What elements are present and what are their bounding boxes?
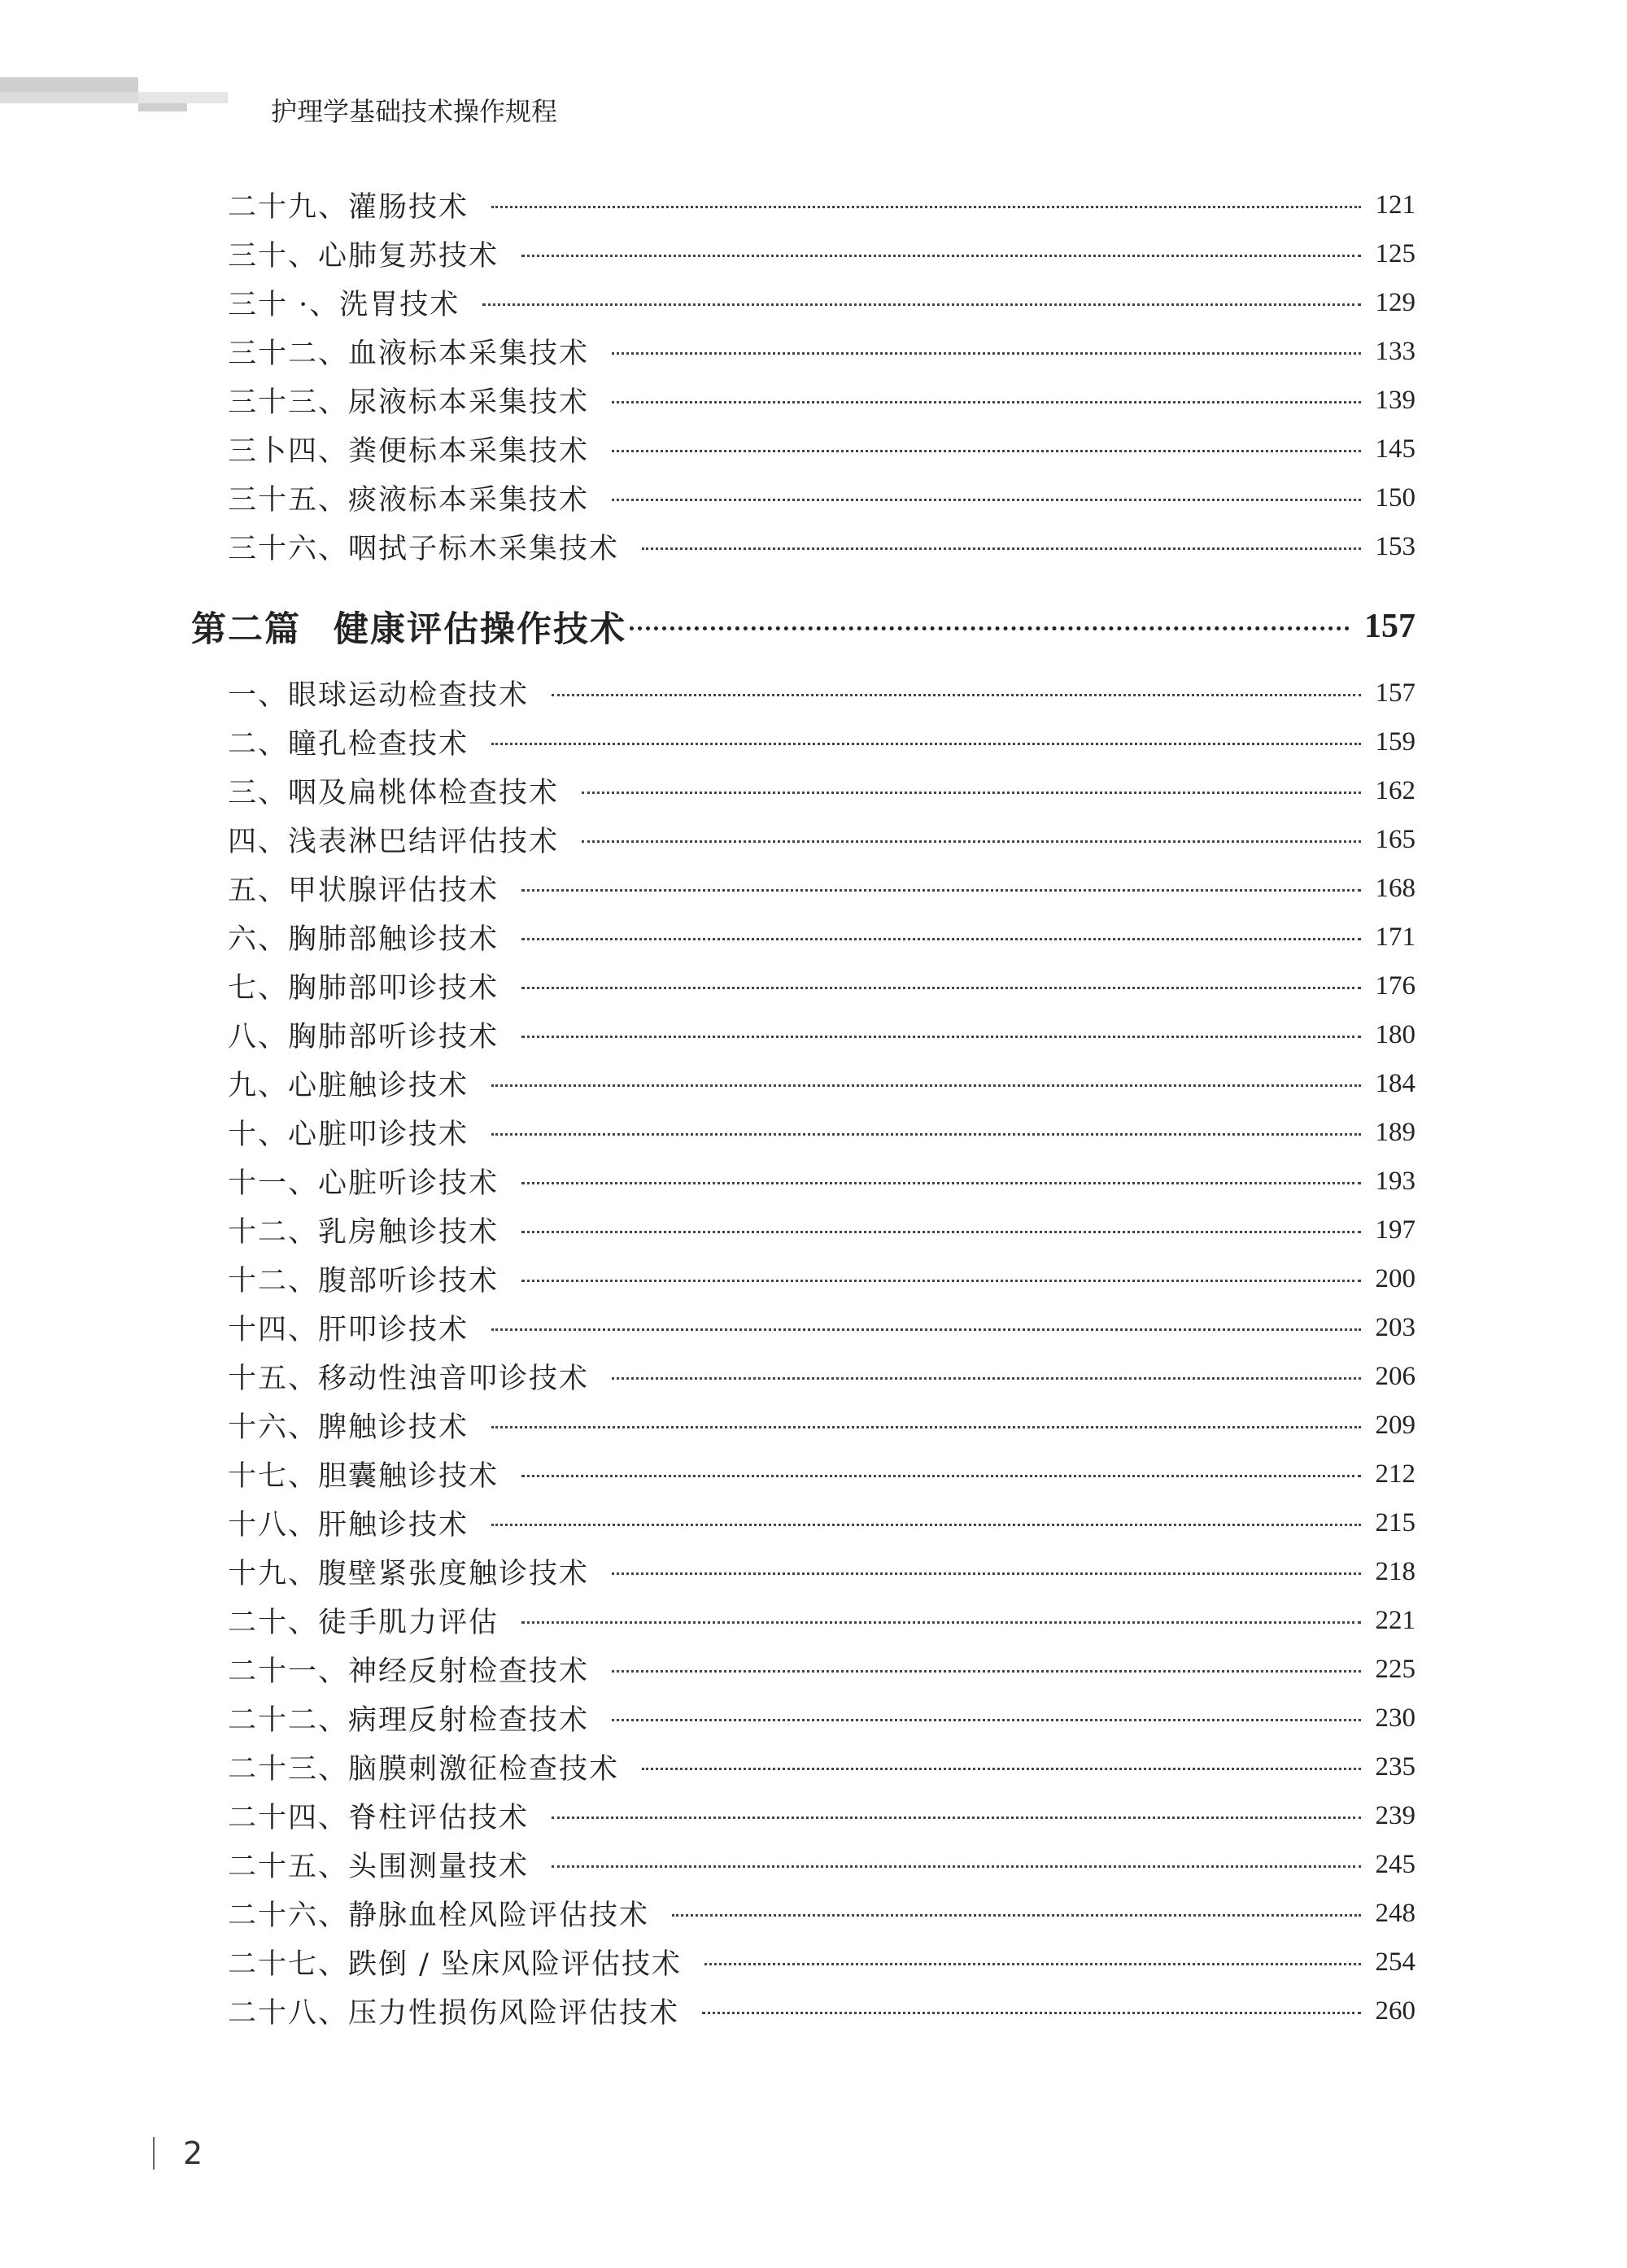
header-bar (138, 92, 228, 103)
toc-entry[interactable] (228, 1352, 1415, 1401)
toc-entry-page: 184 (1375, 1068, 1415, 1098)
toc-entry-title: 十二、腹部听诊技术 (228, 1265, 499, 1298)
toc-entry-title: 十七、胆囊触诊技术 (228, 1460, 499, 1493)
toc-entry-page: 189 (1375, 1117, 1415, 1147)
dot-leader (491, 743, 1360, 745)
toc-entry[interactable] (228, 1059, 1415, 1108)
dot-leader (491, 206, 1360, 208)
toc-entry-title: 一、眼球运动检查技术 (228, 679, 530, 712)
running-header-title: 护理学基础技术操作规程 (271, 96, 558, 127)
dot-leader (612, 1377, 1360, 1380)
toc-entry[interactable] (228, 1108, 1415, 1157)
toc-entry-page: 168 (1375, 873, 1415, 903)
toc-entry[interactable] (228, 1303, 1415, 1352)
toc-entry-title: 十九、腹壁紧张度触诊技术 (228, 1558, 590, 1590)
toc-entry[interactable] (228, 1254, 1415, 1303)
part-title: 健康评估操作技术 (334, 608, 626, 650)
toc-entry-title: 二、瞳孔检查技术 (228, 728, 469, 761)
toc-entry-title: 二十六、静脉血栓风险评估技术 (228, 1899, 650, 1932)
toc-entry-title: 二十三、脑膜刺激征检查技术 (228, 1753, 620, 1786)
dot-leader (612, 401, 1360, 403)
toc-entry[interactable] (228, 1889, 1415, 1938)
toc-entry-title: 二十、徒手肌力评估 (228, 1607, 499, 1639)
dot-leader (582, 840, 1360, 843)
dot-leader (612, 1572, 1360, 1575)
toc-entry[interactable] (228, 278, 1415, 327)
toc-entry[interactable] (228, 913, 1415, 962)
toc-entry-page: 206 (1375, 1361, 1415, 1391)
toc-entry-page: 225 (1375, 1654, 1415, 1684)
toc-entry-page: 203 (1375, 1312, 1415, 1342)
toc-entry-title: 七、胸肺部叩诊技术 (228, 972, 499, 1005)
dot-leader (704, 1963, 1360, 1965)
toc-entry-page: 260 (1375, 1995, 1415, 2026)
toc-entry[interactable] (228, 1450, 1415, 1498)
header-bar (0, 77, 138, 92)
toc-part-heading[interactable] (191, 602, 1415, 651)
toc-entry[interactable] (228, 962, 1415, 1010)
toc-entry[interactable] (228, 229, 1415, 278)
toc-entry-title: 四、浅表淋巴结评估技术 (228, 826, 560, 858)
toc-entry-page: 239 (1375, 1800, 1415, 1830)
dot-leader (702, 2012, 1360, 2014)
toc-entry-title: 十、心脏叩诊技术 (228, 1119, 469, 1151)
toc-entry-title: 二十七、跌倒 / 坠床风险评估技术 (228, 1948, 683, 1981)
dot-leader (521, 889, 1360, 892)
toc-entry-title: 二十九、灌肠技术 (228, 191, 469, 224)
toc-entry[interactable] (228, 1596, 1415, 1645)
toc-entry[interactable] (228, 327, 1415, 376)
toc-entry[interactable] (228, 1840, 1415, 1889)
toc-entry-title: 十四、肝叩诊技术 (228, 1314, 469, 1346)
toc-entry-page: 129 (1375, 287, 1415, 317)
toc-entry[interactable] (228, 717, 1415, 766)
toc-entry-page: 212 (1375, 1459, 1415, 1489)
dot-leader (642, 547, 1360, 550)
toc-entry[interactable] (228, 1742, 1415, 1791)
dot-leader (521, 987, 1360, 989)
toc-entry[interactable] (228, 766, 1415, 815)
dot-leader (521, 1475, 1360, 1477)
toc-entry-page: 176 (1375, 970, 1415, 1001)
toc-entry-title: 二十二、病理反射检查技术 (228, 1704, 590, 1737)
toc-entry-page: 153 (1375, 531, 1415, 561)
dot-leader (582, 792, 1360, 794)
header-bar (0, 92, 138, 103)
toc-entry-title: 五、甲状腺评估技术 (228, 874, 499, 907)
dot-leader (552, 1865, 1360, 1868)
toc-entry-title: 十一、心脏听诊技术 (228, 1167, 499, 1200)
toc-entry-title: 二十四、脊柱评估技术 (228, 1802, 530, 1834)
dot-leader (552, 694, 1360, 696)
toc-entry[interactable] (228, 1987, 1415, 2035)
toc-entry-title: 九、心脏触诊技术 (228, 1070, 469, 1102)
toc-entry[interactable] (228, 1157, 1415, 1206)
toc-entry-page: 221 (1375, 1605, 1415, 1635)
toc-entry[interactable] (228, 1206, 1415, 1254)
toc-entry-page: 197 (1375, 1215, 1415, 1245)
toc-entry-page: 180 (1375, 1019, 1415, 1049)
toc-entry-title: 三十 ·、洗胃技术 (228, 289, 460, 321)
toc-entry-page: 145 (1375, 434, 1415, 464)
toc-entry-page: 235 (1375, 1751, 1415, 1782)
toc-entry-page: 200 (1375, 1263, 1415, 1293)
toc-entry-title: 三、咽及扁桃体检查技术 (228, 777, 560, 809)
toc-entry-page: 245 (1375, 1849, 1415, 1879)
toc-entry-title: 二十一、神经反射检查技术 (228, 1655, 590, 1688)
dot-leader (642, 1768, 1360, 1770)
dot-leader (521, 1036, 1360, 1038)
toc-entry-page: 133 (1375, 336, 1415, 366)
toc-entry[interactable] (228, 815, 1415, 864)
toc-entry-title: 三十五、痰液标本采集技术 (228, 484, 590, 517)
toc-entry[interactable] (228, 1547, 1415, 1596)
dot-leader (521, 1231, 1360, 1233)
toc-entry-page: 157 (1364, 608, 1415, 645)
footer-rule (153, 2137, 155, 2170)
dot-leader (521, 1280, 1360, 1282)
toc-entry-title: 三十三、尿液标本采集技术 (228, 386, 590, 419)
toc-entry-page: 171 (1375, 922, 1415, 952)
toc-entry-title: 三十、心肺复苏技术 (228, 240, 499, 273)
toc-entry-page: 125 (1375, 238, 1415, 268)
toc-entry-page: 193 (1375, 1166, 1415, 1196)
toc-entry-page: 165 (1375, 824, 1415, 854)
toc-entry-title: 二十八、压力性损伤风险评估技术 (228, 1997, 680, 2030)
toc-entry-title: 十六、脾触诊技术 (228, 1411, 469, 1444)
dot-leader (612, 1670, 1360, 1673)
toc-entry-page: 215 (1375, 1507, 1415, 1537)
toc-entry-page: 150 (1375, 482, 1415, 512)
toc-entry-page: 159 (1375, 726, 1415, 757)
dot-leader (672, 1914, 1360, 1917)
toc-entry-title: 六、胸肺部触诊技术 (228, 923, 499, 956)
dot-leader (521, 938, 1360, 940)
toc-entry[interactable] (228, 425, 1415, 473)
toc-entry-page: 157 (1375, 678, 1415, 708)
toc-entry-title: 三十二、血液标本采集技术 (228, 338, 590, 370)
toc-entry-page: 162 (1375, 775, 1415, 805)
dot-leader (482, 303, 1360, 306)
toc-entry[interactable] (228, 864, 1415, 913)
toc-entry[interactable] (228, 181, 1415, 229)
dot-leader (491, 1524, 1360, 1526)
dot-leader (612, 450, 1360, 452)
toc-entry-page: 121 (1375, 190, 1415, 220)
dot-leader (521, 1621, 1360, 1624)
toc-entry[interactable] (228, 522, 1415, 571)
toc-entry-title: 八、胸肺部听诊技术 (228, 1021, 499, 1053)
dot-leader (521, 1182, 1360, 1184)
footer-page-number: 2 (183, 2135, 203, 2171)
toc-entry[interactable] (228, 1694, 1415, 1742)
dot-leader (491, 1084, 1360, 1087)
dot-leader (612, 499, 1360, 501)
toc-entry[interactable] (228, 1791, 1415, 1840)
dot-leader (552, 1817, 1360, 1819)
dot-leader (612, 352, 1360, 355)
part-number: 第二篇 (191, 608, 301, 650)
toc-entry-page: 209 (1375, 1410, 1415, 1440)
toc-entry-page: 230 (1375, 1703, 1415, 1733)
dot-leader (521, 255, 1360, 257)
toc-entry-title: 十八、肝触诊技术 (228, 1509, 469, 1542)
dot-leader (491, 1328, 1360, 1331)
toc-entry[interactable] (228, 1498, 1415, 1547)
toc-entry-title: 十五、移动性浊音叩诊技术 (228, 1363, 590, 1395)
dot-leader (612, 1719, 1360, 1721)
toc-entry-title: 三卜四、粪便标本采集技术 (228, 435, 590, 468)
toc-entry[interactable] (228, 1938, 1415, 1987)
toc-entry-page: 139 (1375, 385, 1415, 415)
dot-leader (491, 1133, 1360, 1136)
toc-entry-page: 218 (1375, 1556, 1415, 1586)
dot-leader (491, 1426, 1360, 1428)
toc-entry[interactable] (228, 1645, 1415, 1694)
dot-leader (630, 626, 1350, 630)
toc-entry-title: 十二、乳房触诊技术 (228, 1216, 499, 1249)
header-bar (138, 103, 187, 111)
toc-entry-title: 三十六、咽拭子标木采集技术 (228, 533, 620, 565)
toc-entry[interactable] (228, 473, 1415, 522)
toc-entry[interactable] (228, 376, 1415, 425)
toc-entry-page: 254 (1375, 1947, 1415, 1977)
toc-entry[interactable] (228, 1401, 1415, 1450)
toc-entry-page: 248 (1375, 1898, 1415, 1928)
toc-entry-title (191, 602, 626, 652)
toc-entry[interactable] (228, 1010, 1415, 1059)
toc-entry[interactable] (228, 669, 1415, 717)
toc-entry-title: 二十五、头围测量技术 (228, 1851, 530, 1883)
